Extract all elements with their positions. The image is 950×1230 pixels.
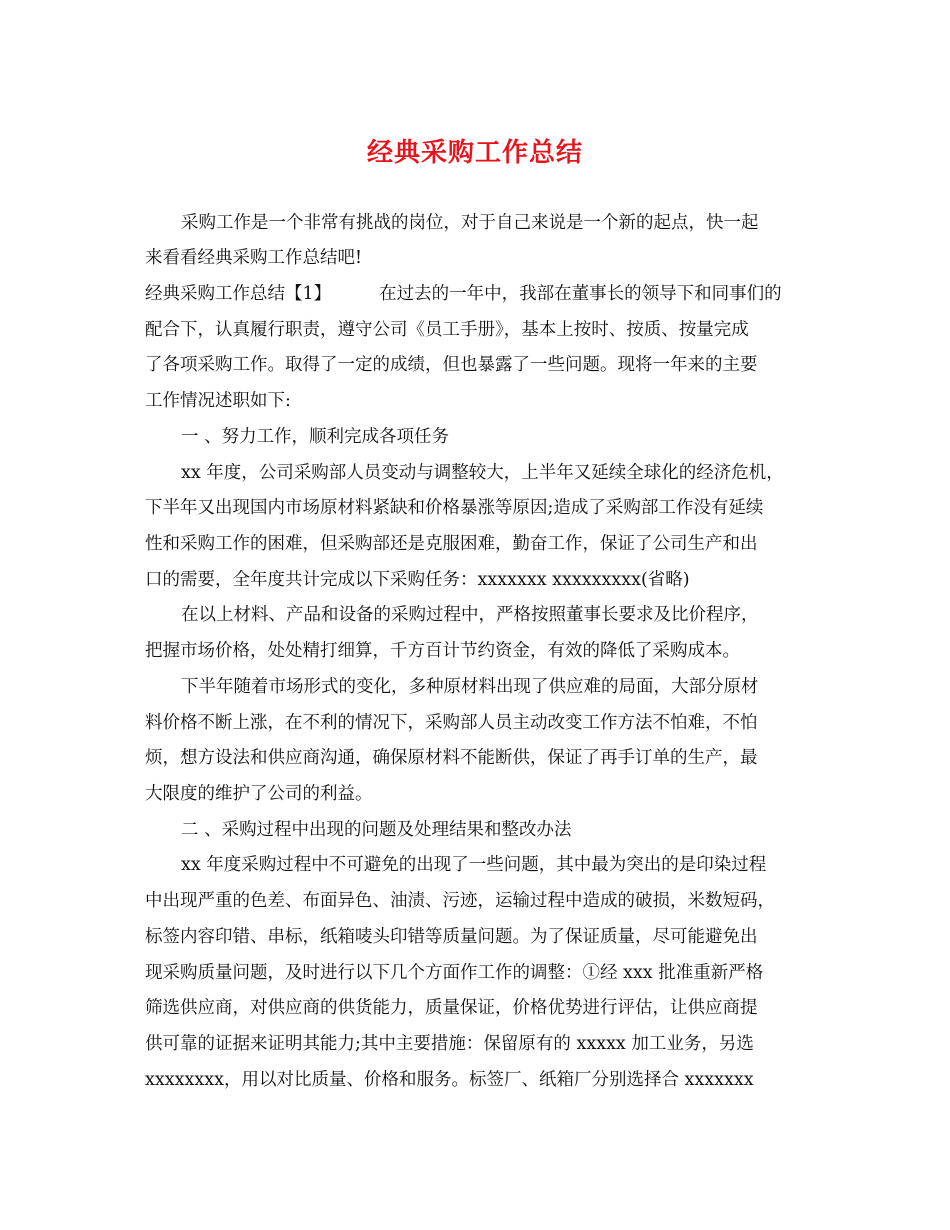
paragraph-line: 口的需要，全年度共计完成以下采购任务：xxxxxxx xxxxxxxxx(省略) [145, 570, 690, 590]
paragraph-line: xx 年度，公司采购部人员变动与调整较大，上半年又延续全球化的经济危机， [181, 463, 784, 483]
paragraph-line: 中出现严重的色差、布面异色、油渍、污迹，运输过程中造成的破损，米数短码， [145, 891, 775, 911]
paragraph-line: 把握市场价格，处处精打细算，千方百计节约资金，有效的降低了采购成本。 [145, 641, 740, 661]
paragraph-line: 筛选供应商，对供应商的供货能力，质量保证，价格优势进行评估，让供应商提 [145, 998, 758, 1018]
section-heading: 一 、努力工作，顺利完成各项任务 [181, 427, 450, 447]
section-heading-line [145, 282, 782, 306]
section-heading: 二 、采购过程中出现的问题及处理结果和整改办法 [181, 820, 572, 840]
paragraph-line: 大限度的维护了公司的利益。 [145, 784, 373, 804]
paragraph-line: 配合下，认真履行职责，遵守公司《员工手册》，基本上按时、按质、按量完成 [145, 320, 749, 340]
document-title: 经典采购工作总结 [366, 138, 583, 168]
summary-heading: 经典采购工作总结【1】 [145, 284, 332, 304]
paragraph-line: 下半年又出现国内市场原材料紧缺和价格暴涨等原因;造成了采购部工作没有延续 [145, 498, 764, 518]
paragraph-line: 工作情况述职如下: [145, 391, 291, 411]
paragraph-line: 来看看经典采购工作总结吧! [145, 248, 363, 268]
paragraph-line: xx 年度采购过程中不可避免的出现了一些问题，其中最为突出的是印染过程 [181, 855, 767, 875]
paragraph-line: 烦，想方设法和供应商沟通，确保原材料不能断供，保证了再手订单的生产，最 [145, 748, 758, 768]
paragraph-line: 现采购质量问题，及时进行以下几个方面作工作的调整：①经 xxx 批准重新严格 [145, 963, 764, 983]
paragraph-line: 性和采购工作的困难，但采购部还是克服困难，勤奋工作，保证了公司生产和出 [145, 534, 758, 554]
paragraph-line: 料价格不断上涨，在不利的情况下，采购部人员主动改变工作方法不怕难，不怕 [145, 713, 758, 733]
paragraph-line: 供可靠的证据来证明其能力;其中主要措施：保留原有的 xxxxx 加工业务，另选 [145, 1034, 754, 1054]
paragraph-line: xxxxxxxx，用以对比质量、价格和服务。标签厂、纸箱厂分别选择合 xxxxxxx [145, 1070, 754, 1090]
paragraph-line: 了各项采购工作。取得了一定的成绩，但也暴露了一些问题。现将一年来的主要 [145, 355, 758, 375]
paragraph-line: 采购工作是一个非常有挑战的岗位，对于自己来说是一个新的起点，快一起 [181, 213, 759, 233]
paragraph-line: 在以上材料、产品和设备的采购过程中，严格按照董事长要求及比价程序， [181, 605, 759, 625]
paragraph-line: 标签内容印错、串标，纸箱唛头印错等质量问题。为了保证质量，尽可能避免出 [145, 927, 758, 947]
paragraph-line: 下半年随着市场形式的变化，多种原材料出现了供应难的局面，大部分原材 [181, 677, 759, 697]
summary-intro: 在过去的一年中，我部在董事长的领导下和同事们的 [379, 284, 782, 304]
